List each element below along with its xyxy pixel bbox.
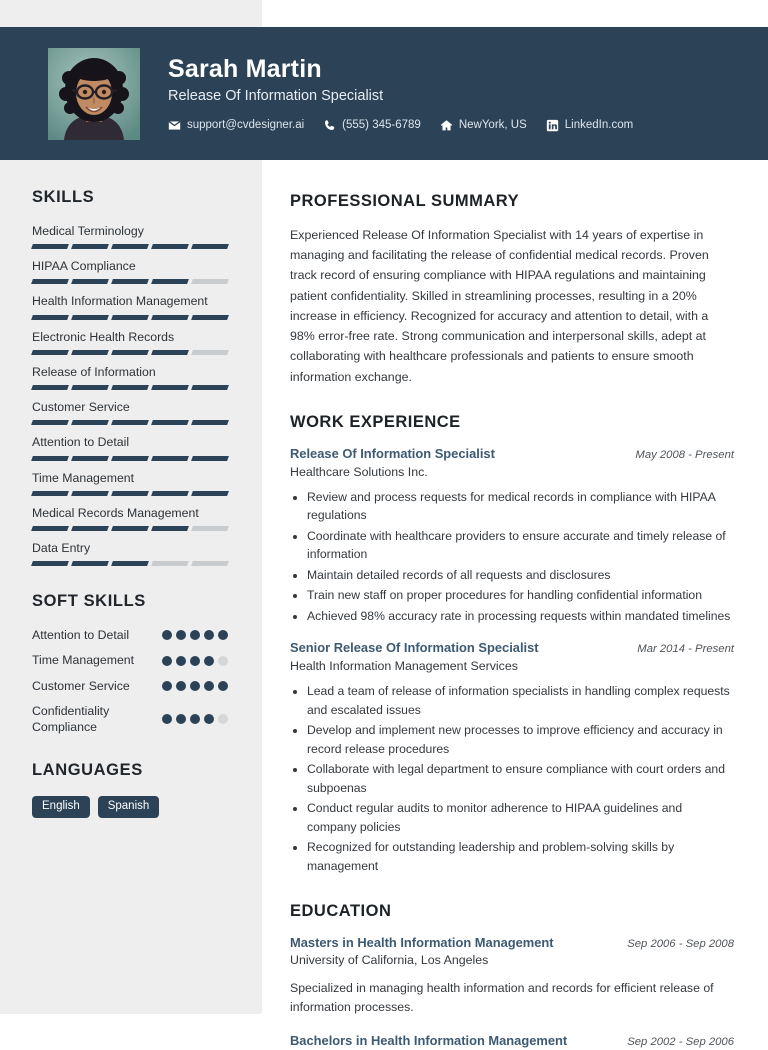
skill-bar-segment [31, 385, 69, 390]
skills-heading: SKILLS [32, 188, 95, 206]
soft-skill-row [32, 627, 228, 643]
experience-company: Health Information Management Services [290, 659, 518, 674]
skill-level-bar [32, 244, 228, 249]
rating-dot [204, 714, 214, 724]
skill-name: Customer Service [32, 400, 130, 415]
soft-skill-rating [162, 656, 228, 666]
header-text-block [168, 55, 633, 131]
skill-bar-segment [111, 244, 149, 249]
skill-row [32, 399, 232, 425]
sidebar [0, 160, 262, 818]
rating-dot [218, 630, 228, 640]
resume-header [0, 27, 768, 160]
education-degree[interactable]: Bachelors in Health Information Management [290, 1033, 568, 1049]
skill-bar-segment [111, 315, 149, 320]
skill-bar-segment [31, 491, 69, 496]
experience-date-range: Mar 2014 - Present [637, 643, 734, 656]
rating-dot [176, 714, 186, 724]
skill-bar-segment [151, 279, 189, 284]
education-entry-header [290, 1033, 734, 1050]
education-school: University of California, Los Angeles [290, 953, 489, 968]
skill-level-bar [32, 456, 228, 461]
skill-bar-segment [71, 385, 109, 390]
skill-name: Time Management [32, 470, 135, 485]
skill-bar-segment [151, 561, 189, 566]
rating-dot [162, 656, 172, 666]
skill-bar-segment [191, 385, 229, 390]
soft-skill-name: Confidentiality Compliance [32, 703, 110, 735]
skill-bar-segment [111, 456, 149, 461]
skills-list [32, 223, 232, 566]
education-entry [290, 935, 734, 1018]
skill-bar-segment [111, 385, 149, 390]
rating-dot [204, 656, 214, 666]
experience-entry [290, 446, 734, 626]
skill-level-bar [32, 526, 228, 531]
skill-bar-segment [111, 561, 149, 566]
education-heading: EDUCATION [290, 901, 392, 920]
skill-row [32, 258, 232, 284]
skill-bar-segment [191, 315, 229, 320]
experience-entry-header [290, 640, 734, 657]
experience-date-range: May 2008 - Present [635, 448, 734, 461]
skill-bar-segment [71, 244, 109, 249]
skill-bar-segment [151, 385, 189, 390]
skill-name: HIPAA Compliance [32, 259, 136, 274]
language-chip: English [32, 796, 90, 818]
skill-level-bar [32, 315, 228, 320]
phone-icon [323, 119, 336, 132]
experience-entry-header [290, 446, 734, 463]
skill-bar-segment [191, 279, 229, 284]
skill-bar-segment [191, 350, 229, 355]
skill-bar-segment [31, 420, 69, 425]
skill-bar-segment [111, 526, 149, 531]
contact-list [168, 119, 633, 132]
experience-bullet: • Collaborate with legal department to ensure compliance with court orders and subpoenas [307, 760, 734, 797]
skill-row [32, 505, 232, 531]
skill-name: Attention to Detail [32, 435, 130, 450]
skill-bar-segment [151, 350, 189, 355]
rating-dot [190, 681, 200, 691]
skill-bar-segment [191, 491, 229, 496]
experience-list [290, 446, 734, 876]
skill-bar-segment [71, 561, 109, 566]
soft-skill-name: Attention to Detail [32, 628, 130, 643]
rating-dot [162, 714, 172, 724]
skill-name: Data Entry [32, 540, 91, 555]
rating-dot [190, 714, 200, 724]
skill-level-bar [32, 420, 228, 425]
skill-bar-segment [111, 491, 149, 496]
education-date-range: Sep 2002 - Sep 2006 [627, 1036, 734, 1049]
rating-dot [190, 630, 200, 640]
rating-dot [162, 681, 172, 691]
skill-level-bar [32, 491, 228, 496]
skill-bar-segment [71, 526, 109, 531]
skill-bar-segment [71, 350, 109, 355]
home-icon [440, 119, 453, 132]
linkedin-icon [546, 119, 559, 132]
avatar [48, 48, 140, 140]
skill-bar-segment [151, 456, 189, 461]
experience-bullet: • Maintain detailed records of all requests and disclosures [307, 566, 734, 585]
skill-bar-segment [151, 244, 189, 249]
rating-dot [176, 656, 186, 666]
rating-dot [204, 630, 214, 640]
skill-bar-segment [151, 315, 189, 320]
rating-dot [218, 656, 228, 666]
experience-heading: WORK EXPERIENCE [290, 412, 461, 431]
experience-bullet: • Conduct regular audits to monitor adherence to HIPAA guidelines and company policies [307, 799, 734, 836]
skill-bar-segment [111, 279, 149, 284]
experience-company: Healthcare Solutions Inc. [290, 464, 428, 479]
skill-bar-segment [191, 561, 229, 566]
header-job-title: Release Of Information Specialist [168, 88, 384, 105]
skill-level-bar [32, 385, 228, 390]
skill-bar-segment [31, 561, 69, 566]
experience-bullet: • Develop and implement new processes to improve efficiency and accuracy in record release procedures [307, 721, 734, 758]
skill-row [32, 540, 232, 566]
skill-bar-segment [71, 420, 109, 425]
skill-bar-segment [31, 244, 69, 249]
education-list [290, 935, 734, 1050]
skill-name: Medical Terminology [32, 224, 144, 238]
skill-bar-segment [111, 420, 149, 425]
rating-dot [218, 714, 228, 724]
skill-bar-segment [191, 420, 229, 425]
education-date-range: Sep 2006 - Sep 2008 [627, 937, 734, 950]
soft-skills-heading: SOFT SKILLS [32, 592, 146, 611]
contact-location[interactable] [440, 119, 527, 132]
soft-skill-row [32, 678, 228, 694]
contact-linkedin[interactable] [546, 119, 633, 132]
rating-dot [218, 681, 228, 691]
experience-bullet-list [290, 488, 734, 626]
skill-level-bar [32, 561, 228, 566]
experience-bullet: • Train new staff on proper procedures for handling confidential information [307, 586, 734, 605]
skill-name: Health Information Management [32, 294, 208, 309]
soft-skill-row [32, 703, 228, 735]
skill-bar-segment [191, 456, 229, 461]
contact-email-text: support@cvdesigner.ai [187, 119, 305, 132]
skill-bar-segment [31, 350, 69, 355]
skill-bar-segment [151, 491, 189, 496]
page-title: Sarah Martin [168, 55, 322, 84]
rating-dot [162, 630, 172, 640]
contact-phone-text: (555) 345-6789 [342, 119, 421, 132]
skill-name: Medical Records Management [32, 505, 199, 520]
language-chip: Spanish [98, 796, 160, 818]
experience-bullet: • Achieved 98% accuracy rate in processing requests within mandated timelines [307, 607, 734, 626]
skill-bar-segment [31, 279, 69, 284]
soft-skill-name: Customer Service [32, 678, 130, 693]
skill-row [32, 293, 232, 319]
rating-dot [204, 681, 214, 691]
skill-name: Release of Information [32, 364, 156, 379]
skill-bar-segment [31, 526, 69, 531]
skill-bar-segment [111, 350, 149, 355]
rating-dot [176, 681, 186, 691]
skill-bar-segment [71, 279, 109, 284]
education-degree[interactable]: Masters in Health Information Management [290, 934, 554, 950]
experience-bullet: • Recognized for outstanding leadership and problem-solving skills by management [307, 838, 734, 875]
experience-bullet: • Coordinate with healthcare providers to ensure accurate and timely release of information [307, 527, 734, 564]
soft-skill-rating [162, 681, 228, 691]
skill-row [32, 329, 232, 355]
soft-skill-rating [162, 714, 228, 724]
soft-skill-rating [162, 630, 228, 640]
rating-dot [176, 630, 186, 640]
education-entry-header [290, 935, 734, 952]
skill-level-bar [32, 350, 228, 355]
skill-row [32, 470, 232, 496]
experience-job-title[interactable]: Senior Release Of Information Specialist [290, 640, 539, 656]
skill-bar-segment [151, 420, 189, 425]
summary-heading: PROFESSIONAL SUMMARY [290, 192, 520, 210]
experience-bullet-list [290, 682, 734, 875]
skill-row [32, 434, 232, 460]
languages-heading: LANGUAGES [32, 761, 143, 780]
experience-bullet: • Review and process requests for medical records in compliance with HIPAA regulations [307, 488, 734, 525]
soft-skill-row [32, 652, 228, 668]
education-entry [290, 1033, 734, 1050]
contact-phone[interactable] [323, 119, 421, 132]
rating-dot [190, 656, 200, 666]
skill-bar-segment [71, 491, 109, 496]
contact-location-text: NewYork, US [458, 119, 527, 132]
summary-text: Experienced Release Of Information Specialist with 14 years of expertise in managing and facilitating the release of confidential medical records. Proven track record of ensuring compliance with HIPAA regulations and maintaining patient confidentiality. Skilled in streamlining processes, resulting in a 20% increase in efficiency. Recognized for accuracy and attention to detail, with a 98% error-free rate. Strong communication and interpersonal skills, adept at collaborating with healthcare professionals and patients to ensure smooth information exchange. [290, 228, 709, 384]
skill-row [32, 223, 232, 249]
experience-job-title[interactable]: Release Of Information Specialist [290, 445, 495, 461]
skill-bar-segment [151, 526, 189, 531]
envelope-icon [168, 119, 181, 132]
skill-bar-segment [31, 456, 69, 461]
skill-name: Electronic Health Records [32, 329, 175, 344]
skill-level-bar [32, 279, 228, 284]
main-content [262, 160, 768, 1050]
skill-row [32, 364, 232, 390]
contact-email[interactable] [168, 119, 304, 132]
soft-skill-name: Time Management [32, 653, 135, 668]
skill-bar-segment [31, 315, 69, 320]
skill-bar-segment [71, 456, 109, 461]
experience-entry [290, 640, 734, 875]
languages-list [32, 796, 232, 818]
education-description: Specialized in managing health information and records for efficient release of information processes. [290, 981, 714, 1015]
contact-linkedin-text: LinkedIn.com [564, 119, 634, 132]
skill-bar-segment [191, 244, 229, 249]
skill-bar-segment [191, 526, 229, 531]
experience-bullet: • Lead a team of release of information specialists in handling complex requests and escalated issues [307, 682, 734, 719]
portrait-photo-icon [48, 48, 140, 140]
skill-bar-segment [71, 315, 109, 320]
soft-skills-list [32, 627, 232, 735]
